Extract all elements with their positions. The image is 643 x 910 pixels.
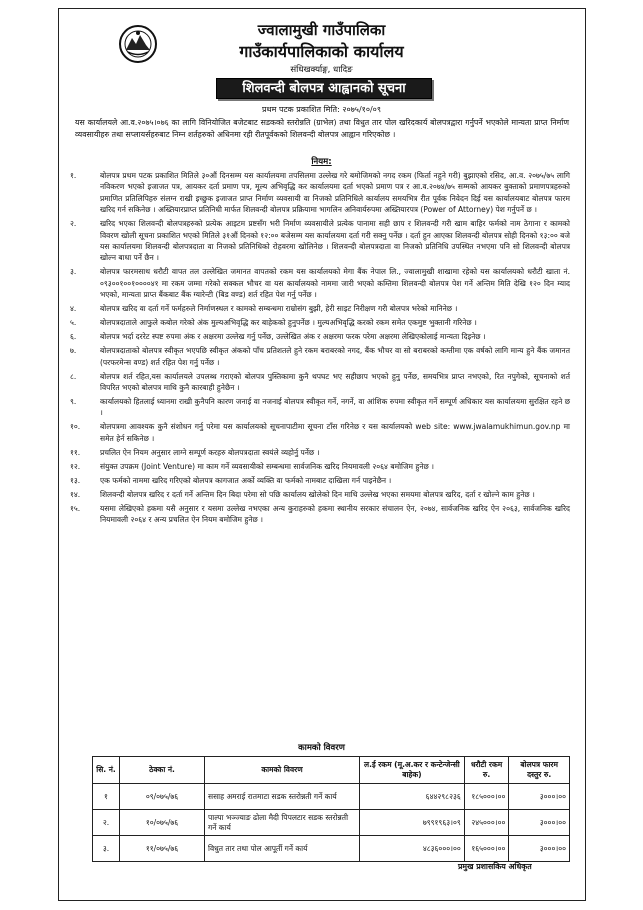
rule-item [70, 345, 570, 368]
rule-text: यसमा लेखिएको हकमा यसै अनुसार र यसमा उल्लेख नभएका अन्य कुराहरुको हकमा स्थानीय सरकार संचालन ऐन, २०७४, सार्वजनिक खरिद ऐन २०६३, सार्वजनिक खरिद नियमावली २०६४ र अन्य प्रचलित ऐन नियम बमोजिम हुनेछ । [100, 503, 570, 525]
municipality-name: ज्वालामुखी गाउँपालिका [257, 21, 386, 39]
rule-text: संयुक्त उपक्रम (Joint Venture) मा काम गर्ने व्यवसायीको सम्बन्धमा सार्वजनिक खरिद नियमावली २०६४ बमोजिम हुनेछ । [100, 461, 435, 471]
cell-contract-no: १०/०७५/७६ [120, 810, 205, 836]
rule-item [70, 396, 570, 419]
office-address: संधिखर्क्याङ्ग, धादिङ [290, 65, 353, 75]
cell-contract-no: ०९/०७५/७६ [120, 784, 205, 810]
cell-sn: २. [93, 810, 120, 836]
cell-form-fee: ३०००।०० [509, 784, 570, 810]
cell-deposit: २४५०००।०० [464, 810, 509, 836]
cell-deposit: १६५०००।०० [464, 836, 509, 862]
col-header-deposit: धरौटी रकम रु. [464, 757, 509, 784]
rule-text: बोलपत्रदाताको बोलपत्र स्वीकृत भएपछि स्वीकृत अंकको पाँच प्रतिशतले हुने रकम बराबरको नगद, बैंक भौचर वा सो बराबरको कम्तीमा एक वर्षको लागि मान्य हुने बैंक जमानत (परफरमेन्स वण्ड) शर्त रहित पेश गर्नु पर्नेछ । [100, 346, 570, 367]
rule-item [70, 331, 570, 342]
works-table [92, 756, 570, 862]
rule-item [70, 461, 570, 472]
rule-item [70, 317, 570, 328]
rule-text: खरिद भएका शिलवन्दी बोलपत्रहरुको प्रत्येक आइटम प्रष्टसँग भरी निर्माण व्यवसायीले प्रत्येक पानामा सही छाप र शिलवन्दी गरी खाम बाहिर फर्मको नाम ठेगाना र कामको विवरण खोली सूचना प्रकाशित भएको मितिले ३१औं दिनको १२:०० बजेसम्म यस कार्यालयमा दर्ता गरी सक्नु पर्नेछ । दर्ता हुन आएका शिलवन्दी बोलपत्र सोही दिनको १३:०० बजे यस कार्यालयमा शिलवन्दी बोलपत्रदाता वा निजको प्रतिनिधिको रोहवरमा खोलिनेछ । शिलवन्दी बोलपत्रदाता वा निजको प्रतिनिधि उपस्थित नभएमा पनि सो शिलवन्दी बोलपत्र खोल्न बाधा पर्ने छैन । [100, 219, 570, 263]
rule-text: शिलवन्दी बोलपत्र खरिद र दर्ता गर्ने अन्तिम दिन बिदा परेमा सो पछि कार्यालय खोलेको दिन माथि उल्लेख भएका समयमा बोलपत्र खरिद, दर्ता र खोल्ने काम हुनेछ । [100, 489, 535, 499]
rule-number: १. [70, 171, 77, 180]
rule-number: ९. [70, 397, 77, 407]
rule-text: बोलपत्रमा आवश्यक कुनै संशोधन गर्नु परेमा यस कार्यालयको सूचनापाटीमा सूचना टाँस गरिनेछ र यस कार्यालयको web site: www.jwalamukhimun.gov.np मा समेत हेर्न सकिनेछ । [100, 422, 570, 443]
rule-text: बोलपत्र फारमसाथ धरौटी वापत तल उल्लेखित जमानत वापतको रकम यस कार्यालयको मेगा बैंक नेपाल लि., ज्वालामुखी शाखामा रहेको यस कार्यालयको धरौटी खाता नं. ०९३००१००१००००४१ मा रकम जम्मा गरेको सक्कल भौचर वा यस कार्यालयको नाममा जारी भएको कम्तिमा शिलवन्दी बोलपत्र पेश गर्ने अन्तिम मिति देखि १२० दिन म्याद भएको, मान्यता प्राप्त बैंकबाट बैंक ग्यारेन्टी (बिड वण्ड) शर्त रहित पेश गर्नु पर्नेछ । [100, 267, 570, 300]
signatory-title: प्रमुख प्रशासकिय अधिकृत [458, 862, 532, 871]
rule-number: ११. [70, 447, 81, 457]
rule-number: १४. [70, 489, 81, 499]
col-header-form-fee: बोलपत्र फारम दस्तुर रु. [509, 757, 570, 784]
rule-item [70, 371, 570, 394]
cell-cost-estimate: ७९९१९६३।०९ [360, 810, 465, 836]
office-name: गाउँकार्यपालिकाको कार्यालय [239, 42, 404, 61]
rule-number: १०. [70, 422, 81, 432]
rule-item [70, 421, 570, 444]
publication-date: प्रथम पटक प्रकाशित मिति: २०७५/१०/०९ [261, 105, 382, 114]
table-row [93, 810, 570, 836]
cell-deposit: १८५०००।०० [464, 784, 509, 810]
rule-number: १३. [70, 475, 81, 485]
table-row [93, 784, 570, 810]
table-header-row [93, 757, 570, 784]
cell-sn: १ [93, 784, 120, 810]
rule-text: बोलपत्रदाताले आफुले कबोल गरेको अंक मुल्यअभिवृद्धि कर बाहेकको हुनुपर्नेछ । मुल्यअभिवृद्धि करको रकम समेत एकमुष्ट भुक्तानी गरिनेछ । [100, 318, 477, 328]
notice-title-banner: शिलवन्दी बोलपत्र आह्वानको सूचना [216, 78, 432, 99]
rule-item [70, 266, 570, 300]
col-header-contract-no: ठेक्का नं. [120, 757, 205, 784]
cell-cost-estimate: ४८३६०००।०० [360, 836, 465, 862]
rule-number: ८. [70, 371, 77, 381]
rule-item [70, 303, 570, 314]
rule-number: ७. [70, 346, 77, 356]
rule-text: बोलपत्र खरिद वा दर्ता गर्ने फर्महरुले निर्माणस्थल र कामको सम्बन्धमा राम्रोसंग बुझी, हेरी साइट निरीक्षण गरी बोलपत्र भरेको मानिनेछ । [100, 304, 458, 314]
rule-item [70, 503, 570, 526]
works-table-title: कामको विवरण [298, 743, 345, 753]
rule-number: ६. [70, 332, 77, 342]
rule-text: बोलपत्र शर्त रहित,यस कार्यालयले उपलब्ध गराएको बोलपत्र पुस्तिकामा कुनै थपघट भए सहीछाप भएको हुनु पर्नेछ, समयभित्र प्राप्त नभएको, रित नपुगेको, सूचनाको शर्त विपरित भएको बोलपत्र माथि कुनै कारबाही हुनेछैन । [100, 371, 570, 393]
col-header-cost-estimate: ल.ई रकम (मू.अ.कर र कन्टेन्जेन्सी बाहेक) [360, 757, 465, 784]
rule-item [70, 475, 570, 486]
col-header-sn: सि. नं. [93, 757, 120, 784]
cell-description: विधुत तार तथा पोल आपूर्ती गर्ने कार्य [205, 836, 360, 862]
rule-number: १५. [70, 503, 81, 513]
col-header-description: कामको विवरण [205, 757, 360, 784]
rules-heading: नियम: [311, 157, 332, 167]
rule-number: ४. [70, 304, 77, 314]
intro-paragraph: यस कार्यालयले आ.व.२०७५।०७६ का लागि विनियोजित बजेटबाट सडकको स्तरोन्नति (ग्राभेल) तथा विधुत तार पोल खरिदकार्य बोलपत्रद्वारा गर्नुपर्ने भएकोले मान्यता प्राप्त निर्माण व्यवसायीहरु तथा सप्लायर्सहरुबाट निम्न शर्तहरुको अधिनमा रही रीतपूर्वकको शिलवन्दी बोलपत्र आह्वान गरिएकोछ । [75, 118, 569, 139]
rule-text: बोलपत्र भर्दा दररेट स्पष्ट रुपमा अंक र अक्षरमा उल्लेख गर्नु पर्नेछ, उल्लेखित अंक र अक्षरमा फरक परेमा अक्षरमा लेखिएकोलाई मान्यता दिइनेछ । [100, 332, 486, 342]
cell-form-fee: ३०००।०० [509, 836, 570, 862]
table-row [93, 836, 570, 862]
cell-description: पाल्पा भञ्ज्याङ ढोला मैदी पिपलटार सडक स्तरोन्नती गर्ने कार्य [205, 810, 360, 836]
cell-cost-estimate: ६४४२९८२३६ [360, 784, 465, 810]
rule-item [70, 218, 570, 264]
cell-description: ससाह अमराई रातमाटा सडक स्तरोन्नती गर्ने कार्य [205, 784, 360, 810]
rule-text: कार्यालयको हितलाई ध्यानमा राखी कुनैपनि कारण जनाई वा नजनाई बोलपत्र स्वीकृत गर्ने, नगर्ने, वा आंशिक रुपमा स्वीकृत गर्ने सम्पूर्ण अधिकार यस कार्यालयमा सुरक्षित रहने छ । [100, 397, 570, 418]
rule-number: १२. [70, 461, 81, 471]
rule-text: बोलपत्र प्रथम पटक प्रकाशित मितिले ३०औं दिनसम्म यस कार्यालयमा तपसिलमा उल्लेख गरे बमोजिमको नगद रकम (फिर्ता नहुने गरी) बुझाएको रसिद, आ.व. २०७५/७५ लागि नविकरण भएको इजाजत पत्र, आयकर दर्ता प्रमाण पत्र, मूल्य अभिवृद्धि कर कार्यालयमा दर्ता भएको प्रमाण पत्र र आ.व.२०७४/७५ सम्मको आयकर बुक्ताको प्रमाणपत्रहरुको प्रमाणित प्रतिलिपिहरु संलग्न राखी इच्छुक इजाजत प्राप्त निर्माण व्यवसायी वा निजको प्रतिनिधिले कार्यालय समयभित्र रीत पूर्वक निवेदन दिई यस कार्यालयबाट बोलपत्र फारम खरिद गर्न सकिनेछ । अख्तियारप्राप्त प्रतिनिधी मार्फत शिलवन्दी बोलपत्र प्रक्रियामा भागलिन अनिवार्यरुपमा अख्तियारपत्र (Power of Attorney) पेश गर्नुपर्ने छ । [100, 171, 570, 215]
cell-form-fee: ३०००।०० [509, 810, 570, 836]
cell-sn: ३. [93, 836, 120, 862]
rule-item [70, 447, 570, 458]
rule-number: ५. [70, 318, 77, 328]
rule-number: २. [70, 219, 77, 229]
cell-contract-no: ११/०७५/७६ [120, 836, 205, 862]
rule-item [70, 489, 570, 500]
rules-list [70, 170, 570, 528]
rule-text: प्रचलित ऐन नियम अनुसार लाग्ने सम्पूर्ण करहरु बोलपत्रदाता स्वयंले व्यहोर्नु पर्नेछ । [100, 447, 320, 457]
rule-number: ३. [70, 267, 77, 277]
rule-item [70, 170, 570, 216]
rule-text: एक फर्मको नाममा खरिद गरिएको बोलपत्र कागजात अर्को व्यक्ति वा फर्मको नामबाट दाखिला गर्न पाइनेछैन । [100, 475, 392, 485]
